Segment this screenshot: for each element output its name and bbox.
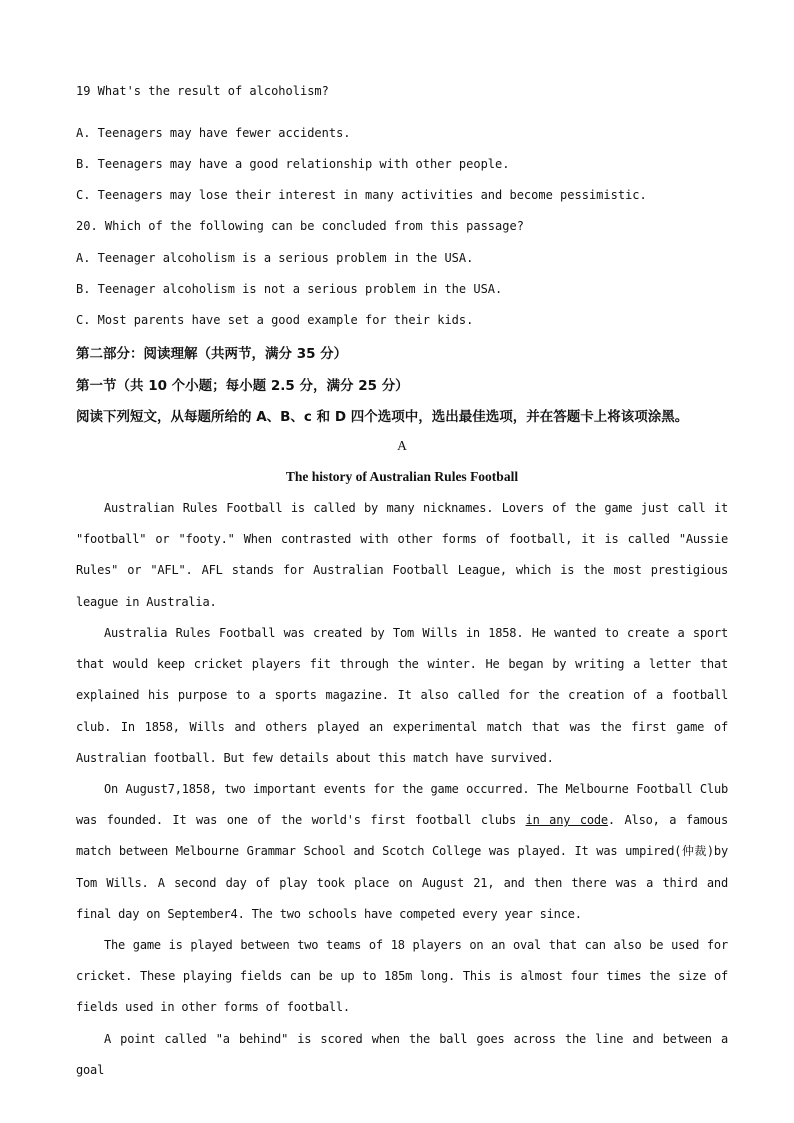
passage-paragraph-4: The game is played between two teams of 18 players on an oval that can also be used for cricket. These playing fields can be up to 185m long. This is almost four times the size of fields used in other forms of football.: [76, 938, 728, 1015]
question-20-stem: 20. Which of the following can be concluded from this passage?: [76, 219, 524, 233]
passage-title: The history of Australian Rules Football: [285, 469, 519, 484]
question-19-stem: 19 What's the result of alcoholism?: [76, 84, 329, 98]
reading-instructions: 阅读下列短文，从每题所给的 A、B、c 和 D 四个选项中，选出最佳选项，并在答题卡上将该项涂黑。: [76, 409, 689, 425]
question-20-option-c: C. Most parents have set a good example for their kids.: [76, 313, 474, 327]
question-20-option-b: B. Teenager alcoholism is not a serious problem in the USA.: [76, 282, 503, 296]
paragraph-3-text-start: On August7,1858, two important events for the game occurred. The Melbourne Football Club was founded. It was one of the world's first football clubs: [76, 782, 728, 828]
passage-paragraph-5: A point called "a behind" is scored when the ball goes across the line and between a goal: [76, 1032, 728, 1078]
question-19-option-b: B. Teenagers may have a good relationship with other people.: [76, 157, 510, 171]
question-19-option-a: A. Teenagers may have fewer accidents.: [76, 126, 351, 140]
section-heading: 第二部分：阅读理解（共两节，满分 35 分）: [76, 346, 348, 362]
underlined-phrase: in any code: [525, 813, 608, 828]
question-20-option-a: A. Teenager alcoholism is a serious problem in the USA.: [76, 251, 474, 265]
passage-label: A: [397, 438, 407, 453]
subsection-heading: 第一节（共 10 个小题；每小题 2.5 分，满分 25 分）: [76, 378, 409, 394]
question-19-option-c: C. Teenagers may lose their interest in many activities and become pessimistic.: [76, 188, 647, 202]
passage-paragraph-1: Australian Rules Football is called by many nicknames. Lovers of the game just call it "football" or "footy." When contrasted with other forms of football, it is called "Aussie Rules" or "AFL". AFL stands for Australian Football League, which is the most prestigious league in Australia.: [76, 501, 728, 609]
paragraph-3-text-end: . Also, a famous match between Melbourne Grammar School and Scotch College was played. It was umpired(仲裁)by Tom Wills. A second day of play took place on August 21, and then there was a third and final day on September4. The two schools have competed every year since.: [76, 813, 728, 921]
passage-paragraph-3: [76, 774, 728, 930]
passage-paragraph-2: Australia Rules Football was created by Tom Wills in 1858. He wanted to create a sport that would keep cricket players fit through the winter. He began by writing a letter that explained his purpose to a sports magazine. It also called for the creation of a football club. In 1858, Wills and others played an experimental match that was the first game of Australian football. But few details about this match have survived.: [76, 626, 728, 765]
